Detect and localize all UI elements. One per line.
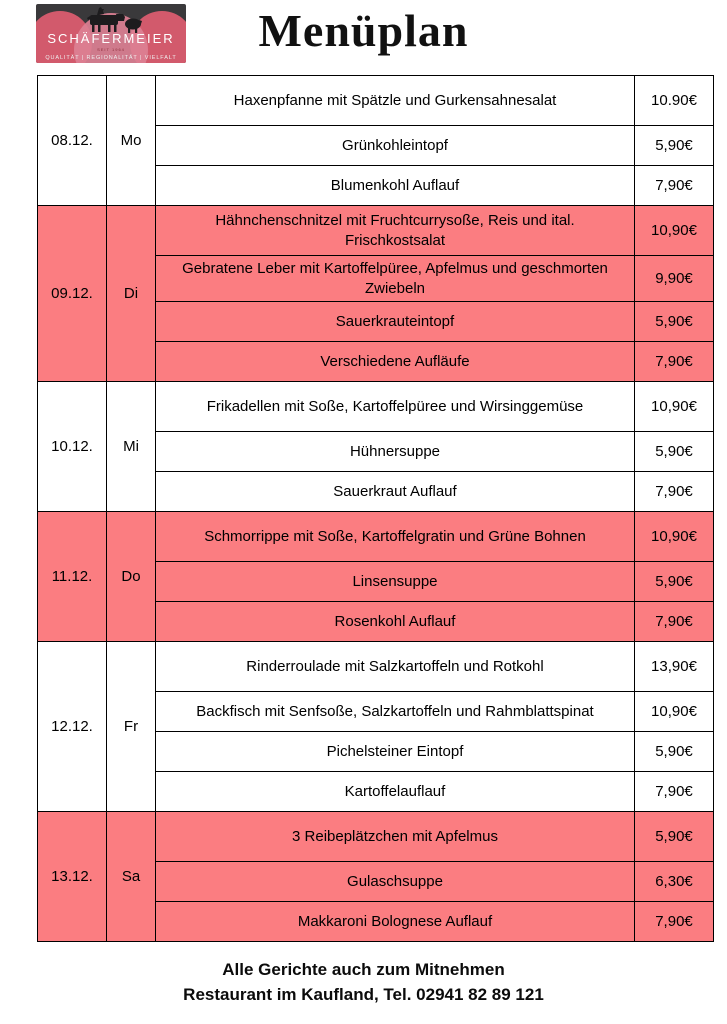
price-cell: 7,90€ [635,342,714,382]
footer-note [0,958,727,1007]
logo-established-text: SEIT 1964 [97,47,125,52]
dish-cell: Verschiedene Aufläufe [156,342,635,382]
price-cell: 5,90€ [635,562,714,602]
menu-table-body [38,76,714,942]
price-cell: 5,90€ [635,126,714,166]
dish-cell: Frikadellen mit Soße, Kartoffelpüree und Wirsinggemüse [156,382,635,432]
dish-cell: Schmorrippe mit Soße, Kartoffelgratin und Grüne Bohnen [156,512,635,562]
day-cell: Mo [107,76,156,206]
price-cell: 7,90€ [635,902,714,942]
dish-cell: Rosenkohl Auflauf [156,602,635,642]
dish-cell: Hähnchenschnitzel mit Fruchtcurrysoße, Reis und ital. Frischkostsalat [156,206,635,256]
price-cell: 5,90€ [635,812,714,862]
logo-tagline-text: QUALITÄT | REGIONALITÄT | VIELFALT [45,55,177,61]
logo-brand-text: SCHÄFERMEIER [47,31,175,46]
price-cell: 6,30€ [635,862,714,902]
menu-row [38,206,714,256]
day-cell: Mi [107,382,156,512]
day-cell: Do [107,512,156,642]
price-cell: 7,90€ [635,166,714,206]
date-cell: 09.12. [38,206,107,382]
footer-line-contact: Restaurant im Kaufland, Tel. 02941 82 89 121 [183,984,544,1004]
price-cell: 13,90€ [635,642,714,692]
day-cell: Fr [107,642,156,812]
price-cell: 7,90€ [635,602,714,642]
price-cell: 9,90€ [635,256,714,302]
menu-row [38,642,714,692]
dish-cell: Rinderroulade mit Salzkartoffeln und Rotkohl [156,642,635,692]
dish-cell: Grünkohleintopf [156,126,635,166]
day-cell: Sa [107,812,156,942]
price-cell: 5,90€ [635,732,714,772]
price-cell: 5,90€ [635,302,714,342]
dish-cell: Sauerkrauteintopf [156,302,635,342]
dish-cell: Makkaroni Bolognese Auflauf [156,902,635,942]
dish-cell: Gulaschsuppe [156,862,635,902]
dish-cell: Sauerkraut Auflauf [156,472,635,512]
price-cell: 10,90€ [635,382,714,432]
dish-cell: Blumenkohl Auflauf [156,166,635,206]
price-cell: 7,90€ [635,772,714,812]
price-cell: 10,90€ [635,512,714,562]
price-cell: 10.90€ [635,76,714,126]
date-cell: 10.12. [38,382,107,512]
dish-cell: Gebratene Leber mit Kartoffelpüree, Apfelmus und geschmorten Zwiebeln [156,256,635,302]
date-cell: 11.12. [38,512,107,642]
date-cell: 12.12. [38,642,107,812]
menu-row [38,382,714,432]
dish-cell: Kartoffelauflauf [156,772,635,812]
day-cell: Di [107,206,156,382]
date-cell: 13.12. [38,812,107,942]
footer-line-takeaway: Alle Gerichte auch zum Mitnehmen [222,960,505,979]
dish-cell: Backfisch mit Senfsoße, Salzkartoffeln und Rahmblattspinat [156,692,635,732]
dish-cell: Linsensuppe [156,562,635,602]
date-cell: 08.12. [38,76,107,206]
menu-row [38,76,714,126]
dish-cell: Hühnersuppe [156,432,635,472]
menu-row [38,812,714,862]
dish-cell: 3 Reibeplätzchen mit Apfelmus [156,812,635,862]
price-cell: 10,90€ [635,692,714,732]
menu-table [37,75,714,942]
page-title: Menüplan [258,5,469,56]
price-cell: 5,90€ [635,432,714,472]
dish-cell: Pichelsteiner Eintopf [156,732,635,772]
price-cell: 10,90€ [635,206,714,256]
menu-row [38,512,714,562]
price-cell: 7,90€ [635,472,714,512]
dish-cell: Haxenpfanne mit Spätzle und Gurkensahnesalat [156,76,635,126]
